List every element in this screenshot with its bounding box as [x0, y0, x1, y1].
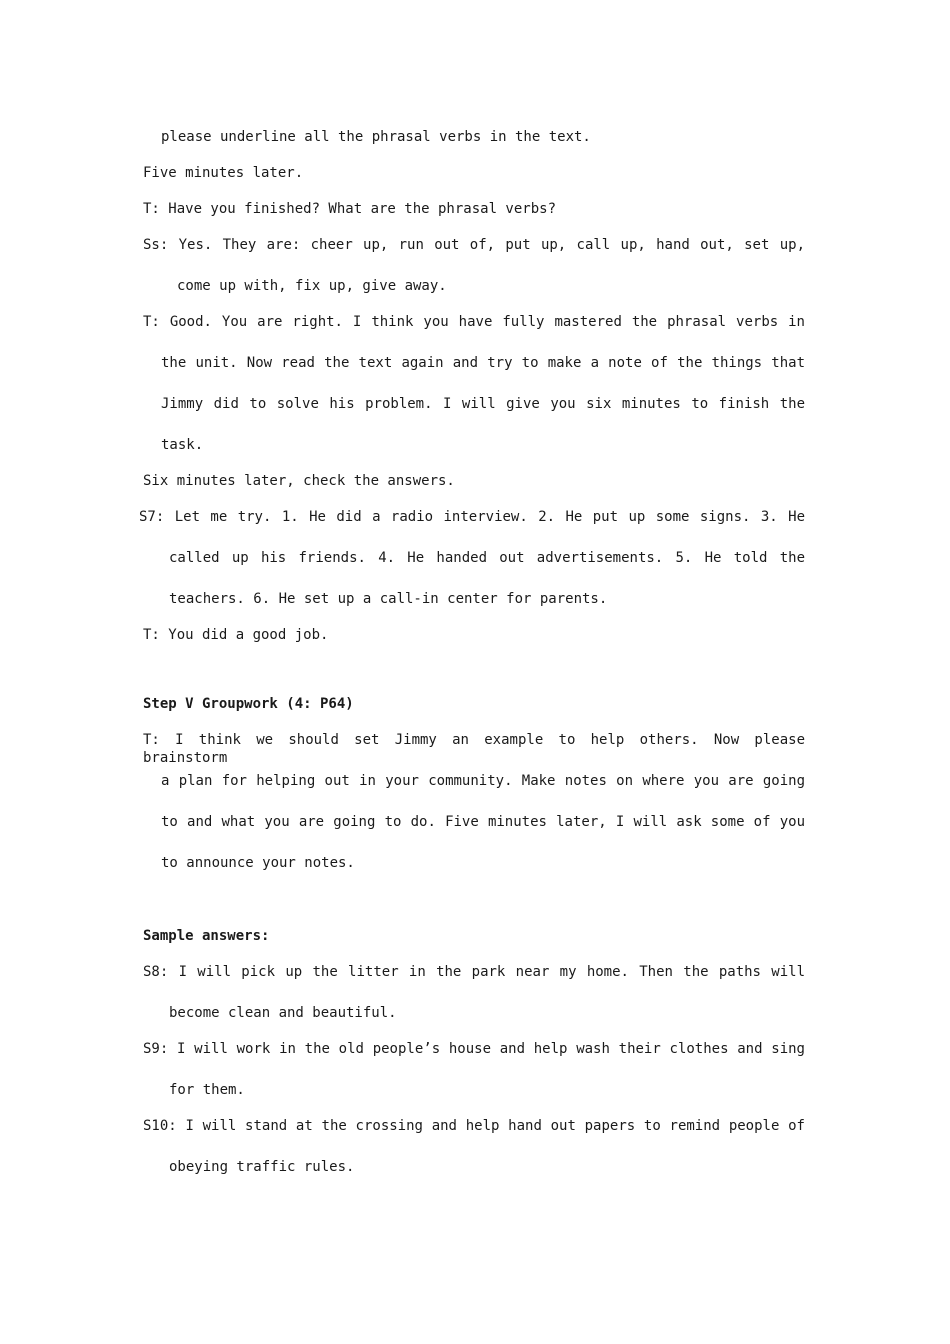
text-line: called up his friends. 4. He handed out advertisements. 5. He told the: [169, 550, 805, 566]
text-line: Five minutes later.: [143, 165, 304, 181]
text-line: S10: I will stand at the crossing and help hand out papers to remind people of: [143, 1118, 805, 1134]
text-line: task.: [161, 437, 204, 453]
text-line: obeying traffic rules.: [169, 1159, 355, 1175]
text-line: Ss: Yes. They are: cheer up, run out of, put up, call up, hand out, set up,: [143, 237, 805, 253]
text-line: the unit. Now read the text again and try to make a note of the things that: [161, 355, 805, 371]
text-line: Jimmy did to solve his problem. I will give you six minutes to finish the: [161, 396, 805, 412]
text-line: T: Have you finished? What are the phrasal verbs?: [143, 201, 557, 217]
text-line: to and what you are going to do. Five minutes later, I will ask some of you: [161, 814, 805, 830]
text-line: T: Good. You are right. I think you have fully mastered the phrasal verbs in: [143, 314, 805, 330]
text-line: for them.: [169, 1082, 245, 1098]
text-line: a plan for helping out in your community. Make notes on where you are going: [161, 773, 805, 789]
section-heading: Step V Groupwork (4: P64): [143, 696, 354, 712]
text-line: to announce your notes.: [161, 855, 355, 871]
text-line: T: I think we should set Jimmy an example to help others. Now please brainstorm: [143, 732, 805, 766]
text-line: teachers. 6. He set up a call-in center for parents.: [169, 591, 608, 607]
text-line: S8: I will pick up the litter in the park near my home. Then the paths will: [143, 964, 805, 980]
text-line: S9: I will work in the old people’s house and help wash their clothes and sing: [143, 1041, 805, 1057]
section-heading: Sample answers:: [143, 928, 270, 944]
text-line: T: You did a good job.: [143, 627, 329, 643]
text-line: please underline all the phrasal verbs in the text.: [161, 129, 591, 145]
text-line: come up with, fix up, give away.: [177, 278, 447, 294]
text-line: S7: Let me try. 1. He did a radio interview. 2. He put up some signs. 3. He: [139, 509, 805, 525]
text-line: become clean and beautiful.: [169, 1005, 397, 1021]
text-line: Six minutes later, check the answers.: [143, 473, 455, 489]
